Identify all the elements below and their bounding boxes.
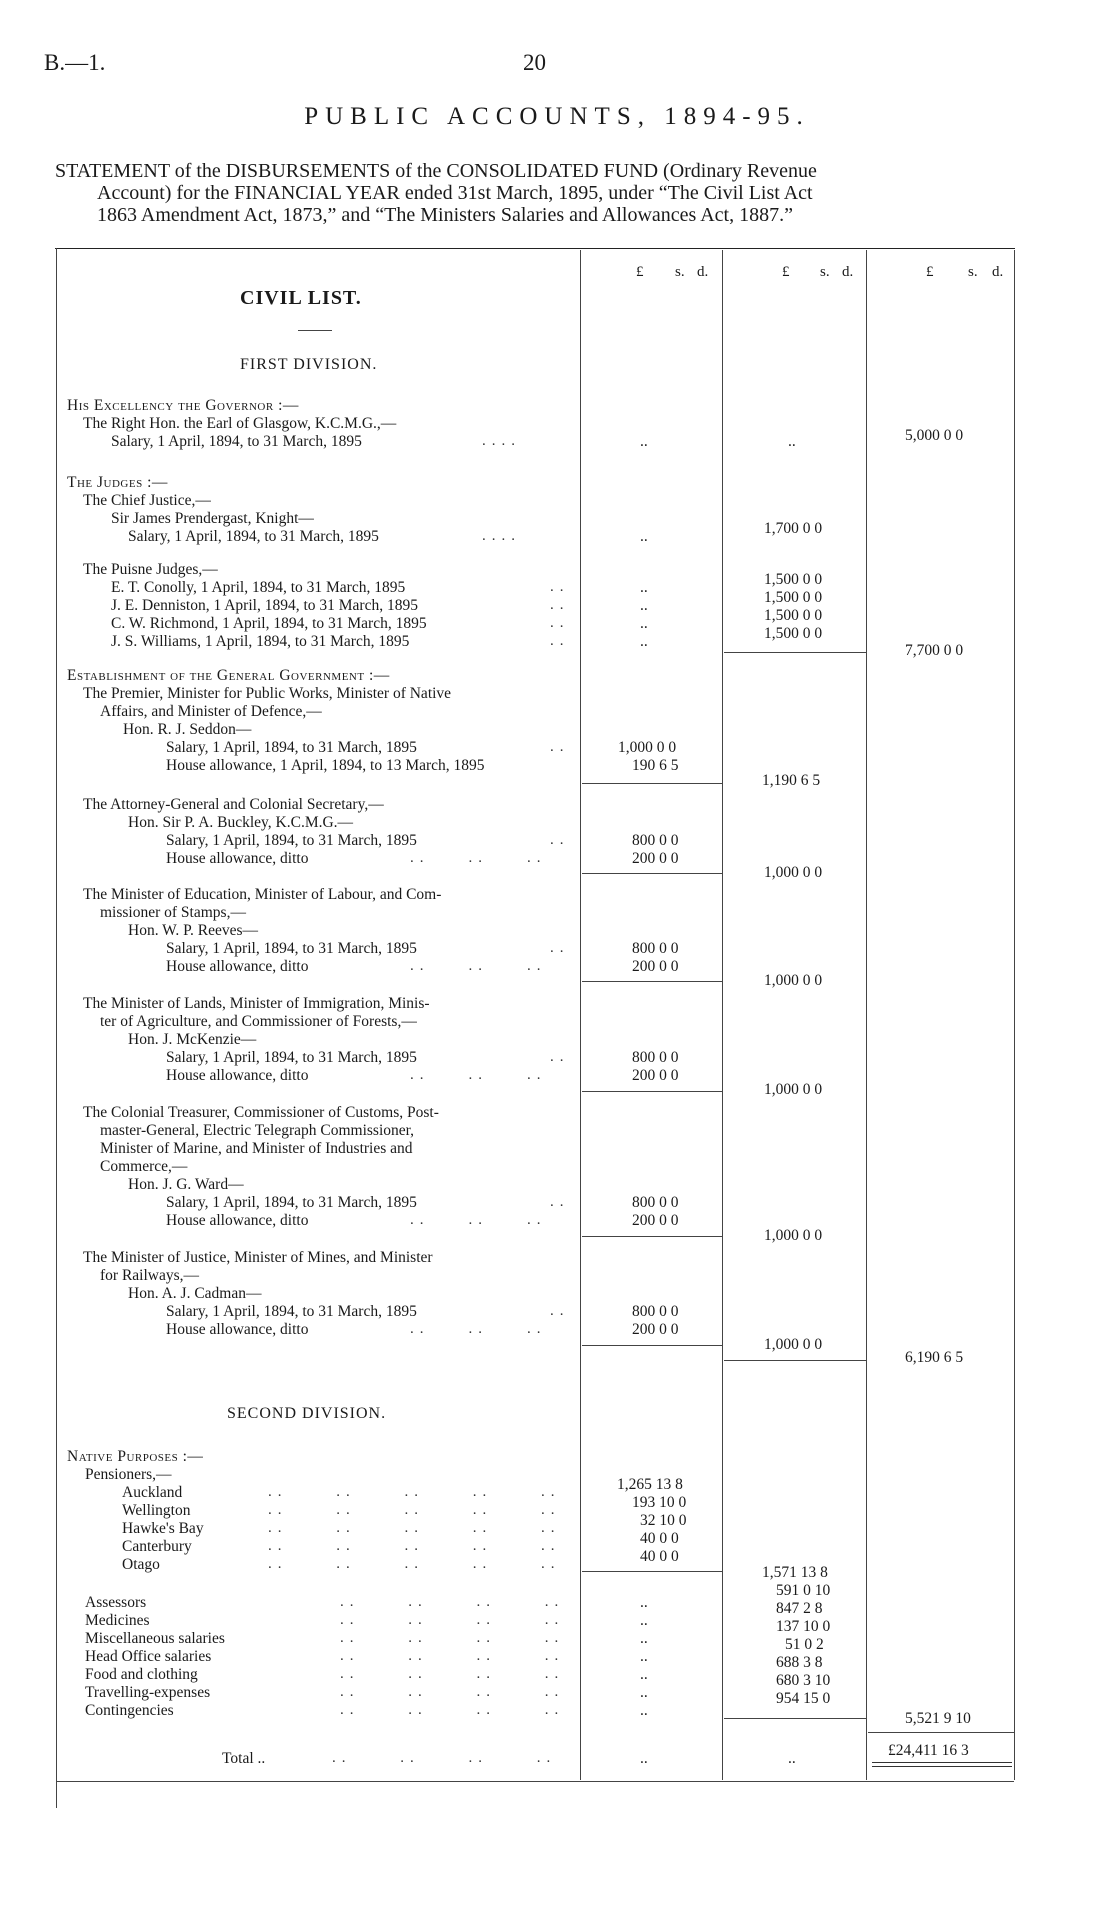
misc-salaries-amount: 137 10 0: [776, 1618, 831, 1635]
attorney-house-label: House allowance, ditto: [166, 850, 309, 867]
medicines-col1: ..: [640, 1612, 648, 1629]
head-office-col1: ..: [640, 1648, 648, 1665]
native-purposes-heading: Native Purposes :—: [67, 1448, 204, 1465]
leader-dots: .. .. .. .. ..: [268, 1556, 561, 1572]
governor-name: The Right Hon. the Earl of Glasgow, K.C.M.G.,—: [83, 415, 397, 432]
judges-subtotal-rule: [724, 652, 866, 653]
leader-dots: .. .. ..: [410, 1321, 547, 1337]
treasurer-title-4: Commerce,—: [100, 1158, 188, 1175]
pension-otago-amount: 40 0 0: [640, 1548, 679, 1565]
education-title-1: The Minister of Education, Minister of Labour, and Com-: [83, 886, 442, 903]
leader-dots: .. .. .. .. ..: [268, 1538, 561, 1554]
food-clothing-amount: 688 3 8: [776, 1654, 823, 1671]
col3-d-header: d.: [992, 264, 1004, 280]
leader-dots: ..: [550, 633, 570, 649]
grand-total-label: Total ..: [222, 1750, 266, 1767]
pension-wellington-amount: 193 10 0: [632, 1494, 687, 1511]
establishment-heading: Establishment of the General Government :—: [67, 667, 390, 684]
premier-subtotal-rule: [582, 783, 722, 784]
treasurer-subtotal-rule: [582, 1236, 722, 1237]
leader-dots: .. .. .. ..: [340, 1684, 565, 1700]
grand-total-col2: ..: [788, 1750, 796, 1767]
leader-dots: .. .. .. ..: [340, 1648, 565, 1664]
page-title: PUBLIC ACCOUNTS, 1894-95.: [304, 103, 810, 130]
statement-line-3: 1863 Amendment Act, 1873,” and “The Ministers Salaries and Allowances Act, 1887.”: [97, 204, 793, 226]
chief-justice-name: Sir James Prendergast, Knight—: [111, 510, 314, 527]
column-divider-1: [580, 250, 581, 1780]
pension-auckland-amount: 1,265 13 8: [617, 1476, 683, 1493]
leader-dots: .. .. .. ..: [340, 1702, 565, 1718]
col1-pound-header: £: [636, 264, 644, 280]
education-total: 1,000 0 0: [764, 972, 823, 989]
leader-dots: ..: [550, 1194, 570, 1210]
judges-heading: The Judges :—: [67, 474, 168, 491]
puisne-4-col1: ..: [640, 633, 648, 650]
lands-house-label: House allowance, ditto: [166, 1067, 309, 1084]
justice-total: 1,000 0 0: [764, 1336, 823, 1353]
attorney-general-title: The Attorney-General and Colonial Secretary,—: [83, 796, 384, 813]
puisne-3-amount: 1,500 0 0: [764, 607, 823, 624]
leader-dots: .. .. .. ..: [332, 1750, 557, 1766]
pension-hawkes-bay-amount: 32 10 0: [640, 1512, 687, 1529]
assessors-col1: ..: [640, 1594, 648, 1611]
leader-dots: .. .. ..: [410, 850, 547, 866]
attorney-total: 1,000 0 0: [764, 864, 823, 881]
leader-dots: ..: [550, 597, 570, 613]
premier-house-label: House allowance, 1 April, 1894, to 13 March, 1895: [166, 757, 485, 774]
col2-s-header: s.: [820, 264, 830, 280]
attorney-salary-label: Salary, 1 April, 1894, to 31 March, 1895: [166, 832, 417, 849]
justice-house-label: House allowance, ditto: [166, 1321, 309, 1338]
governor-amount: 5,000 0 0: [905, 427, 964, 444]
medicines-label: Medicines: [85, 1612, 150, 1629]
treasurer-salary-amount: 800 0 0: [632, 1194, 679, 1211]
first-division-title: FIRST DIVISION.: [240, 356, 378, 373]
native-purposes-subtotal-rule: [724, 1718, 866, 1719]
section-title-rule: [298, 330, 332, 331]
attorney-house-amount: 200 0 0: [632, 850, 679, 867]
premier-house-amount: 190 6 5: [632, 757, 679, 774]
chief-justice-amount: 1,700 0 0: [764, 520, 823, 537]
governor-salary-label: Salary, 1 April, 1894, to 31 March, 1895: [111, 433, 362, 450]
leader-dots: .. .. .. ..: [340, 1666, 565, 1682]
leader-dots: .. .. .. ..: [340, 1594, 565, 1610]
justice-title-1: The Minister of Justice, Minister of Mines, and Minister: [83, 1249, 433, 1266]
leader-dots: ....: [482, 433, 521, 449]
premier-title-2: Affairs, and Minister of Defence,—: [100, 703, 322, 720]
lands-salary-label: Salary, 1 April, 1894, to 31 March, 1895: [166, 1049, 417, 1066]
treasurer-title-2: master-General, Electric Telegraph Commissioner,: [100, 1122, 415, 1139]
leader-dots: .. .. ..: [410, 958, 547, 974]
pensioners-wellington: Wellington: [122, 1502, 191, 1519]
lands-title-1: The Minister of Lands, Minister of Immigration, Minis-: [83, 995, 430, 1012]
section-title: CIVIL LIST.: [240, 287, 362, 309]
education-house-amount: 200 0 0: [632, 958, 679, 975]
leader-dots: .. .. .. ..: [340, 1612, 565, 1628]
grand-total-amount: £24,411 16 3: [888, 1742, 969, 1759]
col1-d-header: d.: [697, 264, 709, 280]
education-title-2: missioner of Stamps,—: [100, 904, 246, 921]
grand-total-double-rule: [872, 1762, 1012, 1767]
puisne-judge-3: C. W. Richmond, 1 April, 1894, to 31 March, 1895: [111, 615, 427, 632]
treasurer-house-label: House allowance, ditto: [166, 1212, 309, 1229]
assessors-label: Assessors: [85, 1594, 147, 1611]
education-salary-label: Salary, 1 April, 1894, to 31 March, 1895: [166, 940, 417, 957]
establishment-total: 6,190 6 5: [905, 1349, 964, 1366]
contingencies-label: Contingencies: [85, 1702, 174, 1719]
treasurer-title-1: The Colonial Treasurer, Commissioner of Customs, Post-: [83, 1104, 439, 1121]
education-subtotal-rule: [582, 981, 722, 982]
governor-col1: ..: [640, 433, 648, 450]
contingencies-col1: ..: [640, 1702, 648, 1719]
treasurer-total: 1,000 0 0: [764, 1227, 823, 1244]
premier-title-1: The Premier, Minister for Public Works, Minister of Native: [83, 685, 452, 702]
column-divider-2: [722, 250, 723, 1780]
treasurer-salary-label: Salary, 1 April, 1894, to 31 March, 1895: [166, 1194, 417, 1211]
page-number: 20: [523, 50, 546, 75]
premier-salary-amount: 1,000 0 0: [618, 739, 677, 756]
pensioners-canterbury: Canterbury: [122, 1538, 192, 1555]
puisne-1-col1: ..: [640, 579, 648, 596]
leader-dots: ..: [550, 615, 570, 631]
head-office-amount: 51 0 2: [785, 1636, 824, 1653]
col3-pound-header: £: [926, 264, 934, 280]
leader-dots: .. .. ..: [410, 1067, 547, 1083]
table-right-border: [1014, 250, 1015, 1780]
table-bottom-rule: [56, 1781, 1014, 1782]
pensioners-auckland: Auckland: [122, 1484, 183, 1501]
judges-total: 7,700 0 0: [905, 642, 964, 659]
education-name: Hon. W. P. Reeves—: [128, 922, 259, 939]
justice-name: Hon. A. J. Cadman—: [128, 1285, 262, 1302]
leader-dots: .. .. ..: [410, 1212, 547, 1228]
contingencies-amount: 954 15 0: [776, 1690, 831, 1707]
education-house-label: House allowance, ditto: [166, 958, 309, 975]
leader-dots: .. .. .. .. ..: [268, 1484, 561, 1500]
justice-salary-label: Salary, 1 April, 1894, to 31 March, 1895: [166, 1303, 417, 1320]
puisne-2-amount: 1,500 0 0: [764, 589, 823, 606]
food-col1: ..: [640, 1666, 648, 1683]
treasurer-house-amount: 200 0 0: [632, 1212, 679, 1229]
puisne-judge-1: E. T. Conolly, 1 April, 1894, to 31 March, 1895: [111, 579, 406, 596]
leader-dots: ..: [550, 1049, 570, 1065]
attorney-general-name: Hon. Sir P. A. Buckley, K.C.M.G.—: [128, 814, 354, 831]
pensioners-total: 1,571 13 8: [762, 1564, 828, 1581]
treasurer-name: Hon. J. G. Ward—: [128, 1176, 244, 1193]
lands-total: 1,000 0 0: [764, 1081, 823, 1098]
table-left-border: [56, 248, 57, 1808]
leader-dots: ..: [550, 579, 570, 595]
puisne-judge-2: J. E. Denniston, 1 April, 1894, to 31 March, 1895: [111, 597, 418, 614]
leader-dots: .. .. .. ..: [340, 1630, 565, 1646]
lands-title-2: ter of Agriculture, and Commissioner of Forests,—: [100, 1013, 417, 1030]
puisne-3-col1: ..: [640, 615, 648, 632]
food-clothing-label: Food and clothing: [85, 1666, 198, 1683]
statement-line-1: STATEMENT of the DISBURSEMENTS of the CONSOLIDATED FUND (Ordinary Revenue: [55, 160, 817, 182]
pensioners-subtotal-rule: [582, 1571, 722, 1572]
pension-canterbury-amount: 40 0 0: [640, 1530, 679, 1547]
establishment-subtotal-rule: [724, 1360, 866, 1361]
attorney-salary-amount: 800 0 0: [632, 832, 679, 849]
lands-house-amount: 200 0 0: [632, 1067, 679, 1084]
leader-dots: ....: [482, 528, 521, 544]
justice-title-2: for Railways,—: [100, 1267, 200, 1284]
grand-total-col1: ..: [640, 1750, 648, 1767]
puisne-judges-label: The Puisne Judges,—: [83, 561, 218, 578]
medicines-amount: 847 2 8: [776, 1600, 823, 1617]
col2-pound-header: £: [782, 264, 790, 280]
premier-total: 1,190 6 5: [762, 772, 821, 789]
report-code: B.—1.: [44, 50, 106, 75]
attorney-subtotal-rule: [582, 873, 722, 874]
travelling-amount: 680 3 10: [776, 1672, 831, 1689]
grand-total-top-rule: [868, 1732, 1014, 1733]
justice-subtotal-rule: [582, 1345, 722, 1346]
puisne-2-col1: ..: [640, 597, 648, 614]
col2-d-header: d.: [842, 264, 854, 280]
governor-heading: His Excellency the Governor :—: [67, 397, 299, 414]
col1-s-header: s.: [675, 264, 685, 280]
statement-line-2: Account) for the FINANCIAL YEAR ended 31st March, 1895, under “The Civil List Act: [97, 182, 813, 204]
assessors-amount: 591 0 10: [776, 1582, 831, 1599]
second-division-title: SECOND DIVISION.: [227, 1405, 387, 1422]
puisne-1-amount: 1,500 0 0: [764, 571, 823, 588]
treasurer-title-3: Minister of Marine, and Minister of Industries and: [100, 1140, 413, 1157]
lands-salary-amount: 800 0 0: [632, 1049, 679, 1066]
leader-dots: ..: [550, 832, 570, 848]
lands-subtotal-rule: [582, 1091, 722, 1092]
pensioners-otago: Otago: [122, 1556, 160, 1573]
pensioners-label: Pensioners,—: [85, 1466, 172, 1483]
governor-col2: ..: [788, 433, 796, 450]
puisne-judge-4: J. S. Williams, 1 April, 1894, to 31 March, 1895: [111, 633, 410, 650]
chief-justice-salary-label: Salary, 1 April, 1894, to 31 March, 1895: [128, 528, 379, 545]
misc-col1: ..: [640, 1630, 648, 1647]
travelling-expenses-label: Travelling-expenses: [85, 1684, 211, 1701]
premier-salary-label: Salary, 1 April, 1894, to 31 March, 1895: [166, 739, 417, 756]
premier-name: Hon. R. J. Seddon—: [123, 721, 252, 738]
pensioners-hawkes-bay: Hawke's Bay: [122, 1520, 204, 1537]
col3-s-header: s.: [968, 264, 978, 280]
second-division-total: 5,521 9 10: [905, 1710, 971, 1727]
statement-heading: [55, 160, 1055, 226]
justice-salary-amount: 800 0 0: [632, 1303, 679, 1320]
misc-salaries-label: Miscellaneous salaries: [85, 1630, 225, 1647]
justice-house-amount: 200 0 0: [632, 1321, 679, 1338]
leader-dots: ..: [550, 940, 570, 956]
column-divider-3: [866, 250, 867, 1780]
leader-dots: .. .. .. .. ..: [268, 1520, 561, 1536]
table-top-rule: [55, 248, 1015, 249]
education-salary-amount: 800 0 0: [632, 940, 679, 957]
chief-justice-label: The Chief Justice,—: [83, 492, 211, 509]
leader-dots: ..: [550, 1303, 570, 1319]
head-office-salaries-label: Head Office salaries: [85, 1648, 212, 1665]
travelling-col1: ..: [640, 1684, 648, 1701]
chief-justice-col1: ..: [640, 528, 648, 545]
puisne-4-amount: 1,500 0 0: [764, 625, 823, 642]
lands-name: Hon. J. McKenzie—: [128, 1031, 257, 1048]
leader-dots: ..: [550, 739, 570, 755]
leader-dots: .. .. .. .. ..: [268, 1502, 561, 1518]
